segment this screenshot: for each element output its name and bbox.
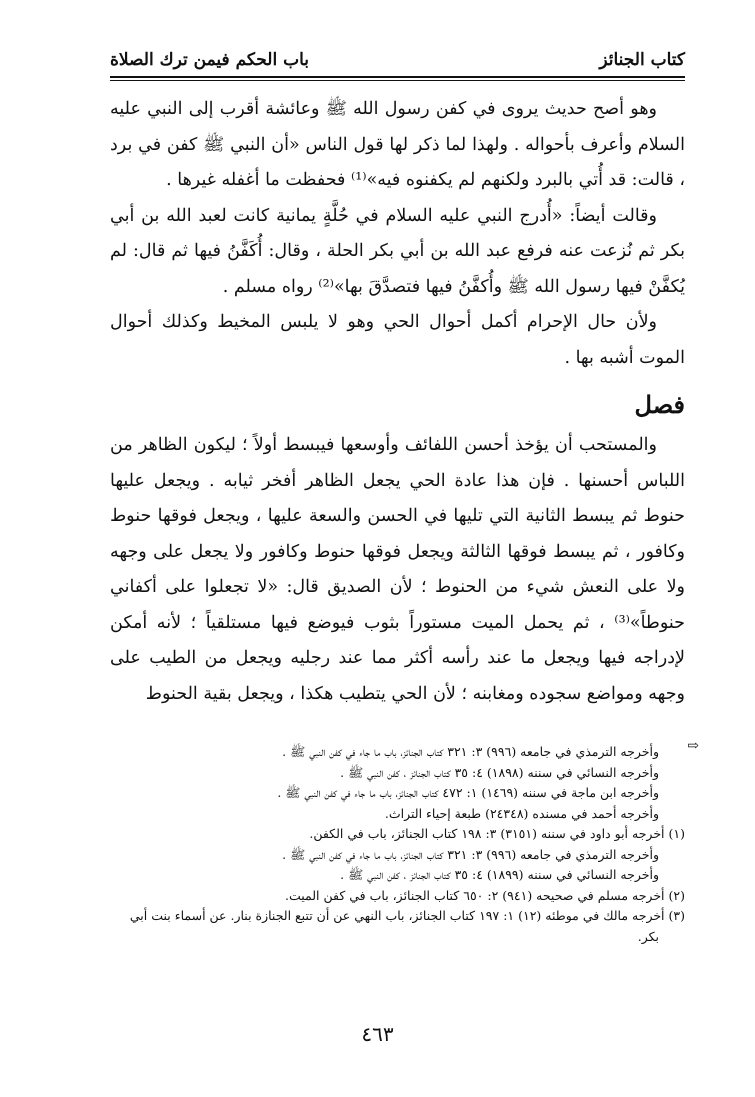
continuation-arrow-icon: ⇨ bbox=[687, 738, 699, 754]
header-rule-thin bbox=[110, 80, 685, 81]
running-header bbox=[110, 30, 685, 70]
footnote-line: وأخرجه الترمذي في جامعه (٩٩٦) ٣: ٣٢١ كتاب الجنائز، باب ما جاء في كفن النبي ﷺ . bbox=[282, 846, 659, 862]
section-title: فصل bbox=[634, 390, 685, 419]
footnotes bbox=[110, 738, 699, 947]
header-book-title: كتاب الجنائز bbox=[599, 50, 685, 70]
paragraph-3: ولأن حال الإحرام أكمل أحوال الحي وهو لا يلبس المخيط وكذلك أحوال الموت أشبه بها . bbox=[110, 312, 685, 368]
footnote-line: وأخرجه ابن ماجة في سننه (١٤٦٩) ١: ٤٧٢ كتاب الجنائز، باب ما جاء في كفن النبي ﷺ . bbox=[277, 785, 659, 800]
main-text bbox=[110, 92, 685, 712]
footnote-2: (٢) أخرجه مسلم في صحيحه (٩٤١) ٢: ٦٥٠ كتاب الجنائز، باب في كفن الميت. bbox=[284, 887, 685, 903]
page-number: ٤٦٣ bbox=[361, 1022, 394, 1046]
header-chapter-title: باب الحكم فيمن ترك الصلاة bbox=[110, 50, 310, 70]
header-rule-thick bbox=[110, 76, 685, 78]
footnote-3: (٣) أخرجه مالك في موطئه (١٢) ١: ١٩٧ كتاب الجنائز، باب النهي عن أن تتبع الجنازة بنار. عن أسماء بنت أبي بكر. bbox=[129, 908, 685, 944]
paragraph-1: وهو أصح حديث يروى في كفن رسول الله ﷺ وعائشة أقرب إلى النبي عليه السلام وأعرف بأحواله . ولهذا لما ذكر لها قول الناس «أن النبي ﷺ كفن في برد ، قالت: قد أُتي بالبرد ولكنهم لم يكفنوه فيه»⁽¹⁾ فحفظت ما أغفله غيرها . bbox=[110, 99, 685, 190]
footnote-line: وأخرجه النسائي في سننه (١٨٩٨) ٤: ٣٥ كتاب الجنائز ، كفن النبي ﷺ . bbox=[340, 764, 659, 780]
paragraph-4: والمستحب أن يؤخذ أحسن اللفائف وأوسعها فيبسط أولاً ؛ ليكون الظاهر من اللباس أحسنها . فإن هذا عادة الحي يجعل الظاهر أفخر ثيابه . ويجعل عليها حنوط ثم يبسط الثانية التي تليها في الحسن والسعة عليها ، ويجعل فوقها حنوط وكافور ، ثم يبسط فوقها الثالثة ويجعل فوقها حنوط وكافور ولا يجعل على وجهه ولا على النعش شيء من الحنوط ؛ لأن الصديق قال: «لا تجعلوا على أكفاني حنوطاً»⁽³⁾ ، ثم يحمل الميت مستوراً بثوب فيوضع فيها مستلقياً ؛ لأنه أمكن لإدراجه فيها ويجعل ما عند رأسه أكثر مما عند رجليه ويجعل من الطيب على وجهه ومواضع سجوده ومغابنه ؛ لأن الحي يتطيب هكذا ، ويجعل بقية الحنوط bbox=[110, 435, 685, 704]
footnote-1: (١) أخرجه أبو داود في سننه (٣١٥١) ٣: ١٩٨ كتاب الجنائز، باب في الكفن. bbox=[309, 826, 685, 841]
footnote-line: وأخرجه النسائي في سننه (١٨٩٩) ٤: ٣٥ كتاب الجنائز ، كفن النبي ﷺ . bbox=[340, 867, 659, 882]
paragraph-2: وقالت أيضاً: «أُدرج النبي عليه السلام في حُلَّةٍ يمانية كانت لعبد الله بن أبي بكر ثم نُزعت عنه فرفع عبد الله بن أبي بكر الحلة ، وقال: أُكَفَّنُ فيها ثم قال: لم يُكفَّنْ فيها رسول الله ﷺ وأُكفَّنُ فيها فتصدَّقَ بها»⁽²⁾ رواه مسلم . bbox=[110, 205, 685, 297]
footnote-line: وأخرجه أحمد في مسنده (٢٤٣٤٨) طبعة إحياء التراث. bbox=[384, 805, 659, 821]
footnote-line: وأخرجه الترمذي في جامعه (٩٩٦) ٣: ٣٢١ كتاب الجنائز، باب ما جاء في كفن النبي ﷺ . bbox=[282, 744, 659, 759]
